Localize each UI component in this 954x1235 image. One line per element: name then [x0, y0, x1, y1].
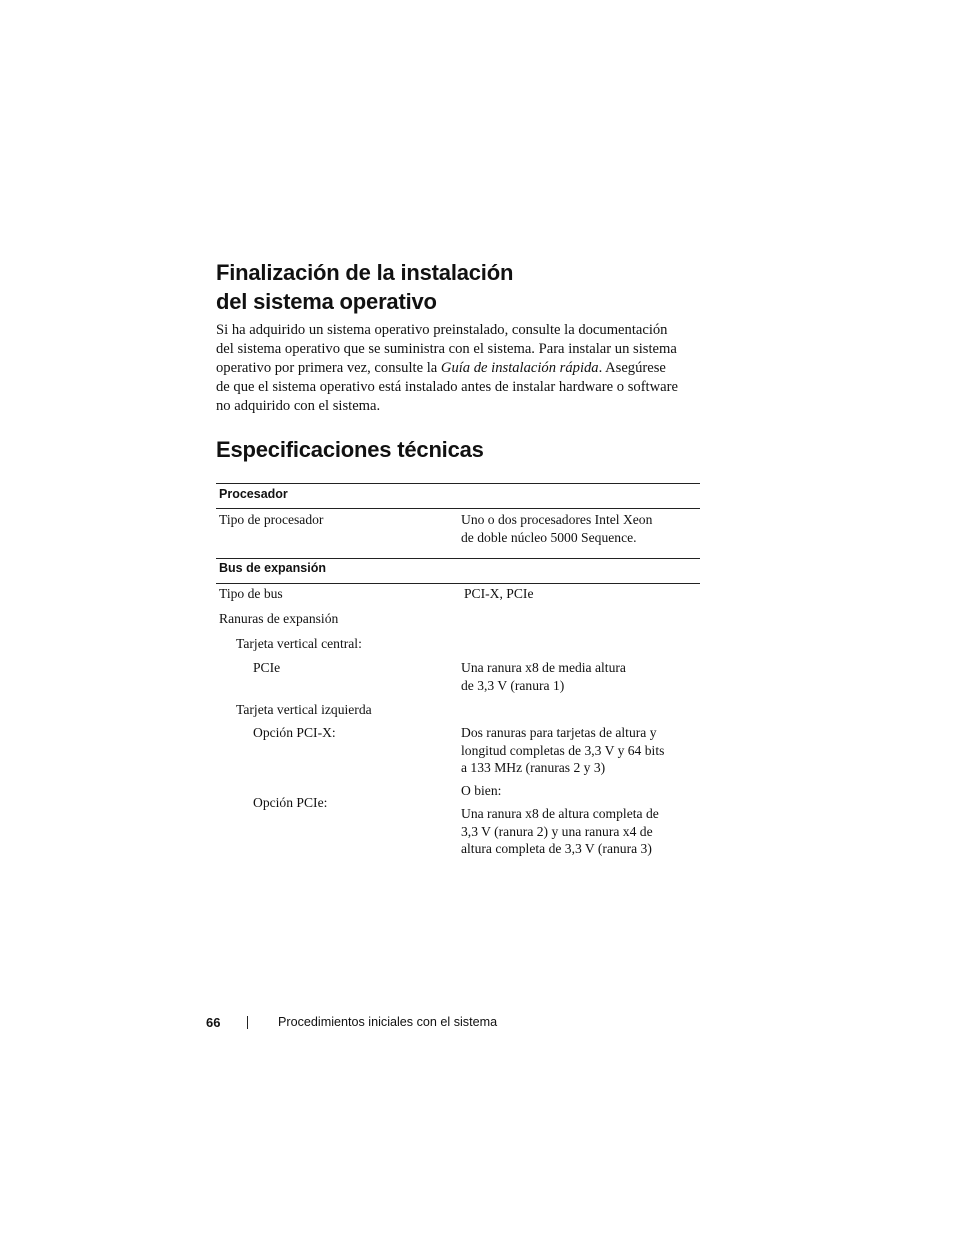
heading-line: Especificaciones técnicas: [216, 437, 484, 462]
heading-line-1: Finalización de la instalación: [216, 260, 514, 285]
row-value-opcion-pcie: Una ranura x8 de altura completa de 3,3 V (ranura 2) y una ranura x4 de altura completa de 3,3 V (ranura 3): [461, 806, 659, 856]
table-group-header-bus: Bus de expansión: [219, 561, 326, 575]
heading-line-2: del sistema operativo: [216, 289, 437, 314]
page-number: 66: [206, 1015, 221, 1030]
row-label-tipo-bus: Tipo de bus: [219, 586, 283, 601]
row-value-opcion-pcix: Dos ranuras para tarjetas de altura y longitud completas de 3,3 V y 64 bits a 133 MHz (ranuras 2 y 3): [461, 725, 665, 775]
intro-paragraph: [216, 321, 716, 416]
row-value-pcie: Una ranura x8 de media altura de 3,3 V (ranura 1): [461, 660, 626, 693]
paragraph-line: del sistema operativo que se suministra con el sistema. Para instalar un sistema: [216, 341, 677, 357]
paragraph-line: de que el sistema operativo está instalado antes de instalar hardware o software: [216, 379, 678, 395]
footer-title: Procedimientos iniciales con el sistema: [278, 1015, 498, 1029]
row-label-opcion-pcix: Opción PCI-X:: [253, 725, 336, 740]
section-heading-finalizacion: [216, 258, 513, 316]
paragraph-line: no adquirido con el sistema.: [216, 398, 381, 414]
table-rule: [216, 583, 700, 584]
row-label-tarjeta-central: Tarjeta vertical central:: [236, 636, 362, 651]
footer-separator: [247, 1016, 248, 1029]
row-value-o-bien: O bien:: [461, 783, 502, 798]
table-rule: [216, 558, 700, 559]
paragraph-text: . Asegúrese: [598, 360, 666, 376]
section-heading-especificaciones: [216, 435, 484, 464]
row-label-opcion-pcie: Opción PCIe:: [253, 795, 328, 810]
table-rule: [216, 508, 700, 509]
table-rule: [216, 483, 700, 484]
table-group-header-procesador: Procesador: [219, 487, 288, 501]
row-label-tarjeta-izquierda: Tarjeta vertical izquierda: [236, 702, 372, 717]
row-label-ranuras: Ranuras de expansión: [219, 611, 339, 626]
paragraph-text: operativo por primera vez, consulte la: [216, 360, 441, 376]
paragraph-line: Si ha adquirido un sistema operativo preinstalado, consulte la documentación: [216, 322, 668, 338]
row-label-tipo-procesador: Tipo de procesador: [219, 512, 324, 527]
row-label-pcie: PCIe: [253, 660, 281, 675]
row-value-tipo-bus: PCI-X, PCIe: [464, 586, 534, 601]
guide-reference: Guía de instalación rápida: [440, 360, 599, 376]
paragraph-line: [216, 359, 716, 378]
row-value-tipo-procesador: Uno o dos procesadores Intel Xeon de doble núcleo 5000 Sequence.: [461, 512, 653, 545]
